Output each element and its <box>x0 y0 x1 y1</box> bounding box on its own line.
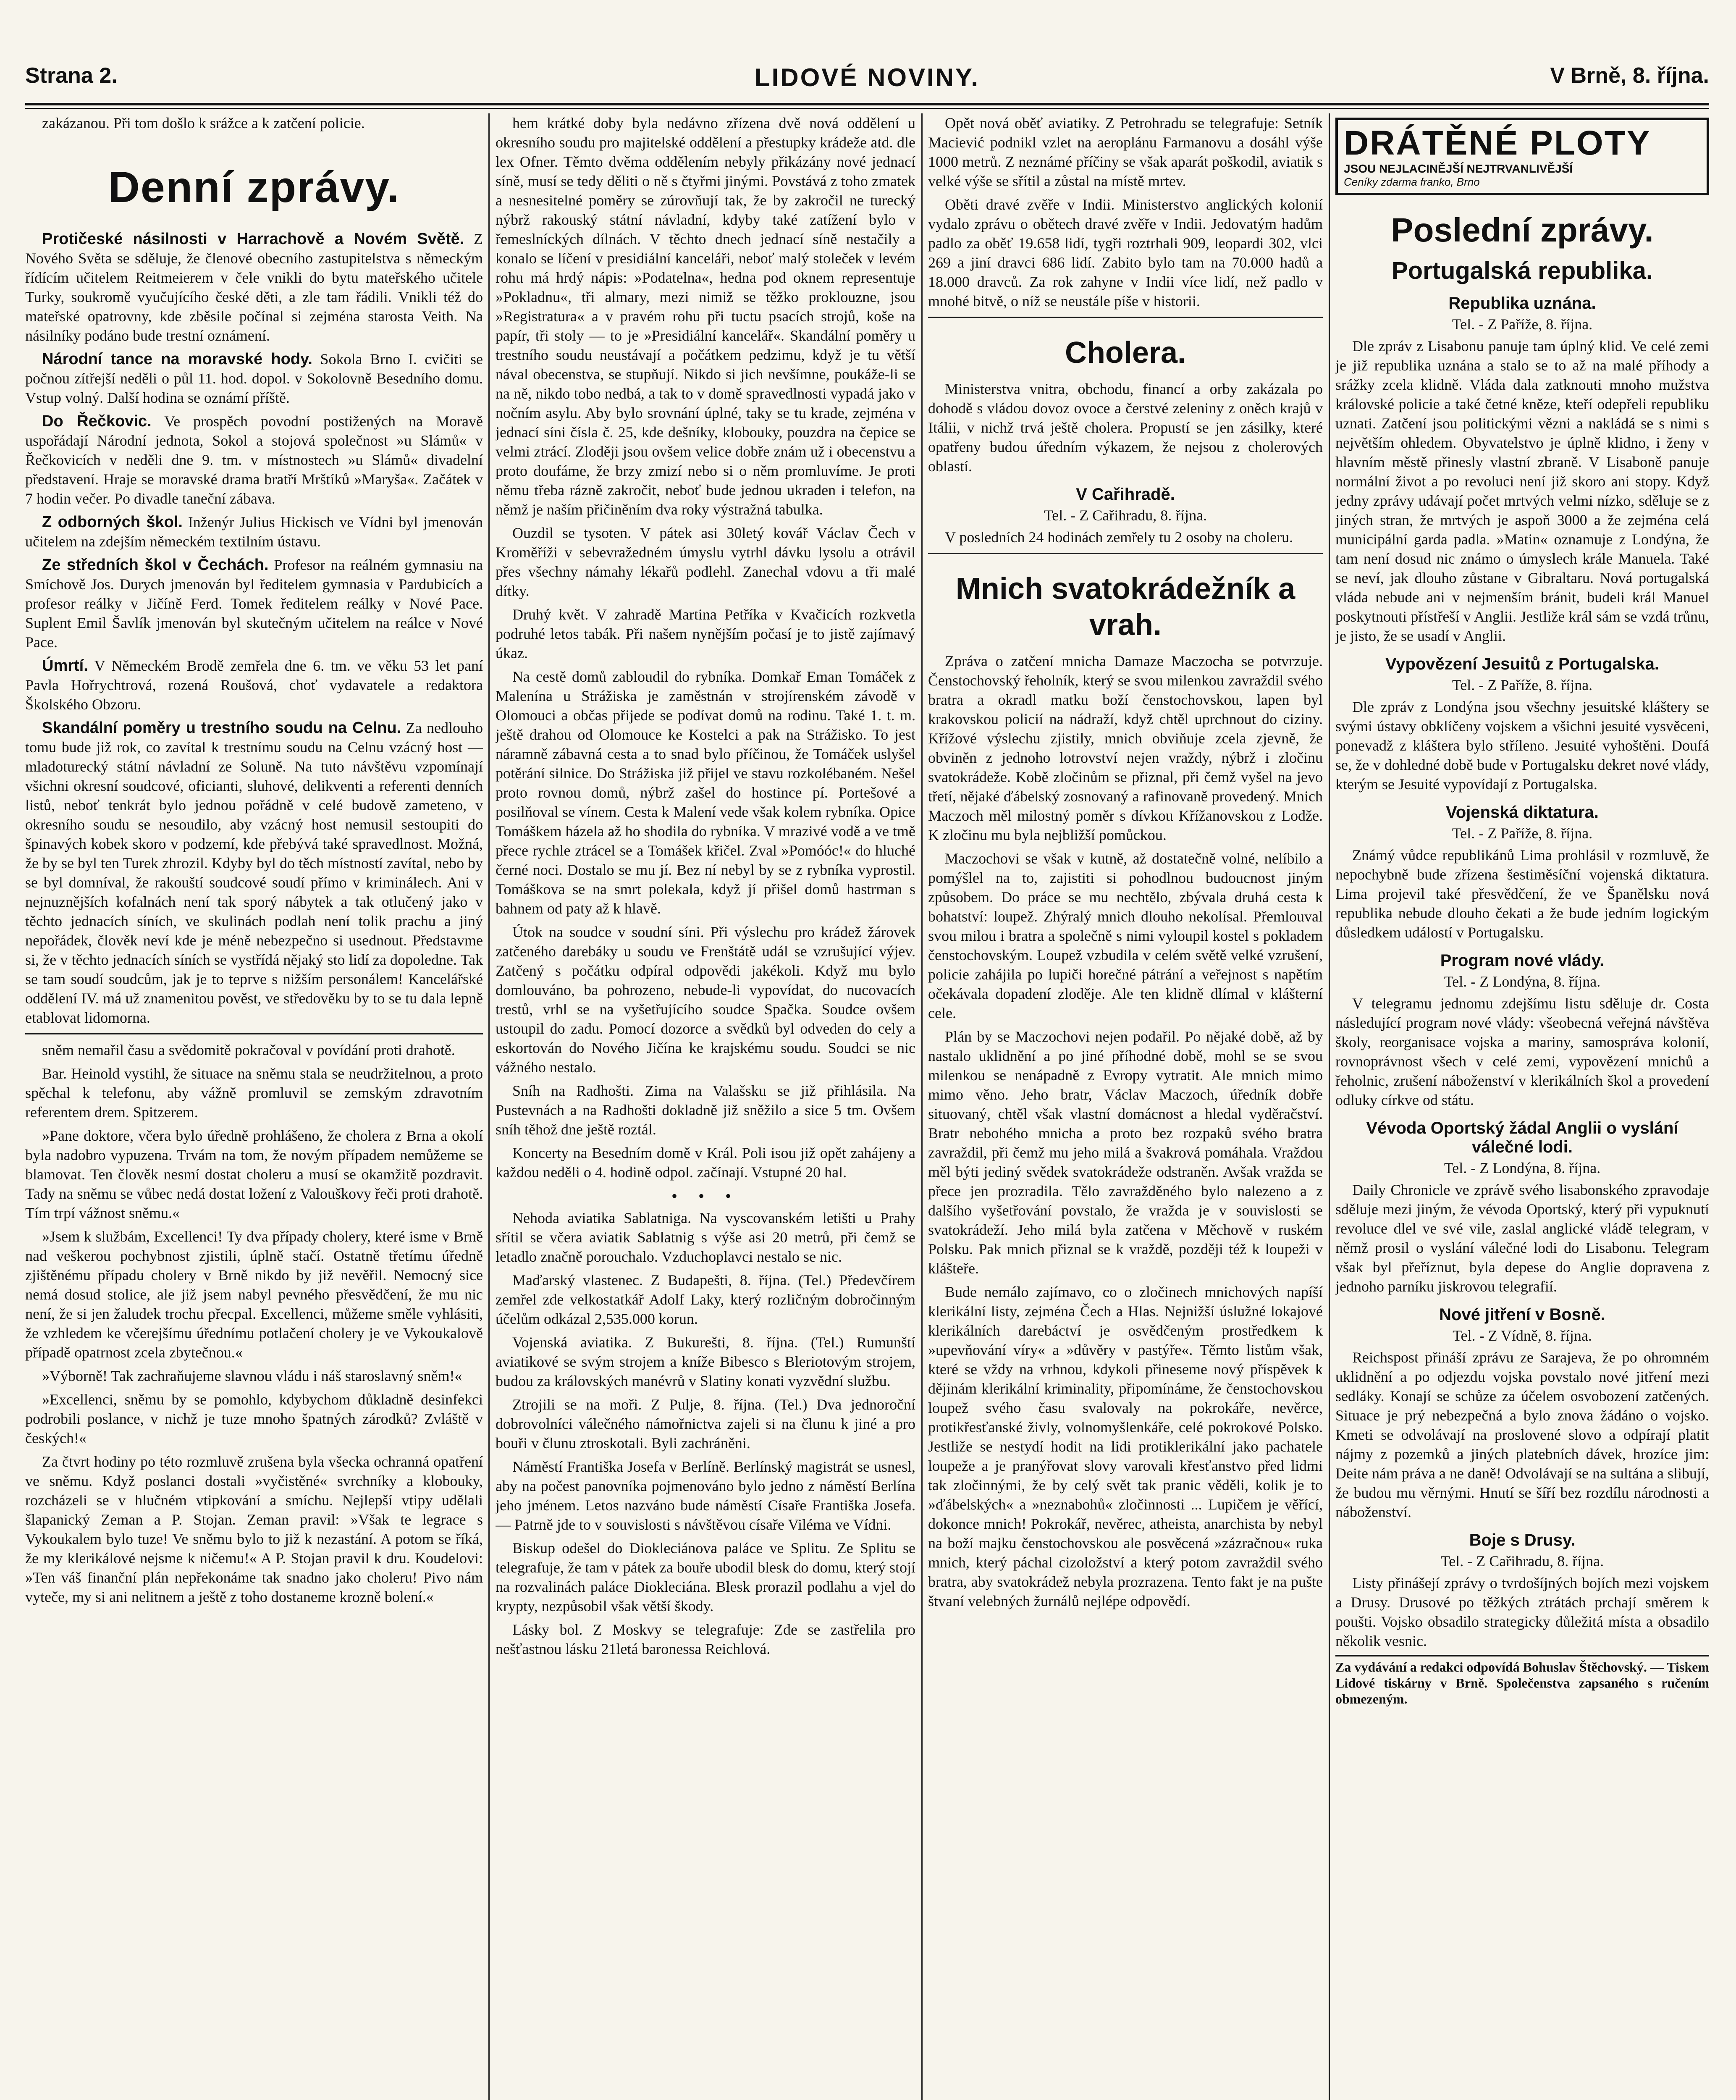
article-paragraph: Biskup odešel do Diokleciánova paláce ve Splitu. Ze Splitu se telegrafuje, že tam v pátek za bouře ubodil blesk do domu, který stojí na rozvalinách paláce Diokleciána. Blesk prorazil podlahu a vjel do krypty, nezpůsobil však větší škody. <box>496 1540 915 1614</box>
article-paragraph: Maczochovi se však v kutně, až dostatečně volné, nelíbilo a pomýšlel na to, zajistiti si pohodlnou budoucnost jiným způsobem. Do práce se mu nechtělo, zbývala druhá cesta k bohatství: loupež. Zhýralý mnich dlouho nekolísal. Přemlouval svou milou i bratra a společně s nimi vyloupil kostel s pokladem čenstochovským. Loupež vzbudila v celém světě velké vzrušení, policie zahájila po lupiči horečné pátrání a veřejnost s napětím očekávala dopadení zloděje. Ale ten klidně dlímal v klášterní cele. <box>928 850 1323 1021</box>
article-paragraph: Ouzdil se tysoten. V pátek asi 30letý kovář Václav Čech v Kroměříži v sebevražedném úmyslu vytrhl dávku lysolu a otrávil přes všechny námahy lékařů podlehl. Zanechal vdovu a tři malé dítky. <box>496 525 915 599</box>
news-item <box>25 229 483 345</box>
news-item <box>25 555 483 652</box>
article-paragraph: Známý vůdce republikánů Lima prohlásil v rozmluvě, že nepochybně bude zřízena šestiměsíční vojenská diktatura. Lima projevil také přesvědčení, že ve Španělsku nová republika nebude dlouho čekati a že bude jedním logickým důsledkem událostí v Portugalsku. <box>1335 847 1709 941</box>
subheading: V Cařihradě. <box>1076 485 1175 504</box>
article-paragraph: Druhý květ. V zahradě Martina Petříka v Kvačicích rozkvetla podruhé letos tabák. Při našem nynějším počasí je to jistě zajímavý úkaz. <box>496 606 915 662</box>
news-item-title: Z odborných škol. <box>42 513 183 531</box>
news-item-text: Sokola Brno I. cvičiti se počnou zítřejší neděli o půl 11. hod. dopol. v Sokolovně Besedního domu. Vstup volný. Další hodina se oznámí příště. <box>25 351 483 406</box>
article-paragraph: Vojenská aviatika. Z Bukurešti, 8. října. (Tel.) Rumunští aviatikové se svým strojem a kníže Bibesco s Bleriotovým strojem, budou za královských manévrů v Slatiny konati vyzvědní službu. <box>496 1334 915 1389</box>
article-paragraph: Opět nová oběť aviatiky. Z Petrohradu se telegrafuje: Setník Maciević podnikl vzlet na aeroplánu Farmanovu a dosáhl výše 1000 metrů. Z neznámé příčiny se však aparát poškodil, aviatik s velké výše se sřítil a zůstal na místě mrtev. <box>928 115 1323 189</box>
subheading: Program nové vlády. <box>1440 951 1605 970</box>
news-item-text: Profesor na reálném gymnasiu na Smíchově Jos. Durych jmenován byl ředitelem gymnasia v Pardubicích a profesor reálky v Jičíně Ferd. Tomek ředitelem reálky v Nové Pace. Suplent Emil Šavlík jmenován byl skutečným učitelem na reálce v Nové Pace. <box>25 556 483 651</box>
article-paragraph: Ministerstva vnitra, obchodu, financí a orby zakázala po dohodě s vládou dovoz ovoce a čerstvé zeleniny z oněch krajů v Itálii, v nichž trvá ještě cholera. Propustí se jen zásilky, které opatřeny budou úředním výkazem, že nejsou z cholerových oblastí. <box>928 381 1323 475</box>
advertisement-box <box>1335 118 1709 195</box>
article-paragraph: Nehoda aviatika Sablatniga. Na vyscovanském letišti u Prahy sřítil se včera aviatik Sablatnig s výše asi 20 metrů, při čemž se letadlo značně porouchalo. Vzduchoplavci nestalo se nic. <box>496 1210 915 1265</box>
continuation-paragraph: »Výborně! Tak zachraňujeme slavnou vládu i náš staroslavný sněm!« <box>42 1368 462 1384</box>
article-paragraph: Dle zpráv z Londýna jsou všechny jesuitské kláštery se svými ústavy obklíčeny vojskem a všichni jesuité vysvěceni, ponevadž z kláštera bylo stříleno. Jesuité vyhoštěni. Doufá se, že v dohledné době bude v Portugalsku dekret nové vlády, kterým se Jesuité vypovídají z Portugalska. <box>1335 698 1709 793</box>
article-paragraph: Listy přinášejí zprávy o tvrdošíjných bojích mezi vojskem a Drusy. Drusové po těžkých ztrátách prchají směrem k poušti. Vojsko obsadilo strategicky důležitá místa a obsadilo několik vesnic. <box>1335 1575 1709 1649</box>
subheading: Republika uznána. <box>1448 294 1596 312</box>
continuation-paragraph: Bar. Heinold vystihl, že situace na sněmu stala se neudržitelnou, a proto spěchal k telefonu, aby vážně promluvil se zemským zdravotním referentem drem. Spitzerem. <box>25 1065 483 1121</box>
article-paragraph: Sníh na Radhošti. Zima na Valašsku se již přihlásila. Na Pustevnách a na Radhošti dokladně již sněžilo a sice 5 tm. Ovšem sníh těhož dne ještě roztál. <box>496 1082 915 1138</box>
news-item-text: V Německém Brodě zemřela dne 6. tm. ve věku 53 let paní Pavla Hořrychtrová, rozená Roušová, choť vydavatele a redaktora Školského Obzoru. <box>25 657 483 713</box>
masthead <box>25 63 1709 101</box>
news-item <box>25 656 483 714</box>
news-item <box>25 512 483 551</box>
news-item <box>25 412 483 508</box>
dateline: Tel. - Z Londýna, 8. října. <box>1444 973 1601 990</box>
subheading: Boje s Drusy. <box>1469 1531 1576 1549</box>
article-paragraph: Zpráva o zatčení mnicha Damaze Maczocha se potvrzuje. Čenstochovský řeholník, který se svou milenkou zavraždil svého bratra a okradl matku boží čenstochovskou, lapen byl krakovskou policií na nádraží, když chtěl uprchnout do ciziny. Křížové výslechu zjistily, mnich obviňuje zcela zjevně, že obviněn z jednoho lotrovství nejen vraždy, nýbrž i zločinu svatokrádeže. Kobě zločinům se přiznal, při čemž vyšel na jevo třetí, nějaké ďábelský zosnovaný a rafinovaně provedený. Mnich Maczoch měl milostný poměr s dívkou Křížanovskou z Lodže. K zločinu mu byla nejbližší pomůckou. <box>928 653 1323 843</box>
article-paragraph: Oběti dravé zvěře v Indii. Ministerstvo anglických kolonií vydalo zprávu o obětech dravé zvěře v Indii. Jedovatým hadům padlo za oběť 19.658 lidí, tygři roztrhali 909, leopardi 302, vlci 269 a jiní dravci 686 lidí. Zabito bylo tam na 70.000 hadů a 18.000 dravců. Za rok zahyne v Indii více lidí, než padlo v mnohé bitvě, o níž se neustále píše v historii. <box>928 196 1323 310</box>
dateline: Tel. - Z Paříže, 8. října. <box>1452 825 1593 842</box>
section-heading-portugal: Portugalská republika. <box>1391 257 1653 284</box>
article-paragraph: Náměstí Františka Josefa v Berlíně. Berlínský magistrát se usnesl, aby na počest panovníka pojmenováno bylo jedno z náměstí Berlína jeho jménem. Letos nazváno bude náměstí Císaře Františka Josefa. — Patrně jde to v souvislosti s návštěvou císaře Viléma ve Vídni. <box>496 1458 915 1533</box>
dateline: Tel. - Z Vídně, 8. října. <box>1453 1327 1592 1344</box>
dateline: Tel. - Z Londýna, 8. října. <box>1444 1160 1601 1176</box>
column-3 <box>928 113 1323 2100</box>
dateline: Tel. - Z Paříže, 8. října. <box>1452 677 1593 693</box>
continuation-paragraph: sněm nemařil času a svědomitě pokračoval v povídání proti drahotě. <box>42 1042 455 1058</box>
article-paragraph: Útok na soudce v soudní síni. Při výslechu pro krádež žárovek zatčeného darebáky u soudu ve Frenštátě udál se vzrušující výjev. Zatčený s počátku odpíral odpovědi jakékoli. Když mu bylo domlouváno, ba pohrozeno, nebude-li vypovídat, do nucovacích trestů, vrhl se na vyšetřujícího soudce Spačka. Soudce ovšem ustoupil do zadu. Pomocí dozorce a svědků byl odveden do cely a eskortován do Nového Jičína ke krajskému soudu. Soudci se nic vážného nestalo. <box>496 924 915 1076</box>
dateline: Tel. - Z Paříže, 8. října. <box>1452 316 1593 333</box>
news-item-text: Z Nového Světa se sděluje, že členové obecního zastupitelstva s německým řídícím učitelem Reitmeierem v čele vnikli do bytu mateřského učitele Turky, soukromě vyučujícího české děti, a zle tam řádili. Vnikli též do mateřské opatrovny, kde zběsile počínal si zejména starosta Veith. Na násilníky podáno bude trestní oznámení. <box>25 231 483 344</box>
separator-dots: • • • <box>671 1186 740 1205</box>
page-label: Strana 2. <box>25 63 118 88</box>
news-item-text: Inženýr Julius Hickisch ve Vídni byl jmenován učitelem na zdejším německém textilním ústavu. <box>25 514 483 550</box>
column-divider <box>921 113 923 2100</box>
article-paragraph: Daily Chronicle ve zprávě svého lisabonského zpravodaje sděluje mezi jiným, že vévoda Oportský, který při vypuknutí revoluce dlel ve své vile, zaslal anglické vládě telegram, v němž prosil o vyslání válečné lodi do Lisabonu. Telegram však byl přeříznut, byla depese do Anglie dopravena z jednoho parníku jiskrovou telegrafií. <box>1335 1181 1709 1295</box>
news-item-text: Ve prospěch povodní postižených na Moravě uspořádají Národní jednota, Sokol a stojová společnost »u Slámů« v Řečkovicích v neděli dne 9. tm. v místnostech »u Slámů« divadelní představení. Hraje se moravské drama bratří Mrštíků »Maryša«. Začátek v 7 hodin večer. Po divadle taneční zábava. <box>25 413 483 507</box>
column-divider <box>1329 113 1330 2100</box>
section-rule <box>928 553 1323 554</box>
masthead-rule-thin <box>25 108 1709 109</box>
article-paragraph: V telegramu jednomu zdejšímu listu sděluje dr. Costa následující program nové vlády: všeobecná veřejná návštěva školy, reorganisace vojska a mariny, samospráva kolonií, rovnoprávnost všech v celé zemi, vypovězení mnichů a řeholnic, zrušení náboženství v klerikálních škol a provedení odluky církve od státu. <box>1335 995 1709 1108</box>
newspaper-title: LIDOVÉ NOVINY. <box>754 63 980 92</box>
column-1 <box>25 113 483 2100</box>
article-paragraph: Reichspost přináší zprávu ze Sarajeva, že po ohromném uklidnění a po odjezdu vojska povstalo nové jitření mezi sedláky. Konají se schůze za účelem osvobození zatčených. Situace je prý nebezpečná a bylo znova žádáno o vojsko. Kmeti se odvolávají na proslovené slovo a odpírají platit nájmy z pozemků a jiných platebních dávek, hrozíce jim: Deite nám práva a ne daně! Odvolávají se na sultána a slibují, že budou mu věrnými. Hnutí se šíří bez rozdílu národnosti a náboženství. <box>1335 1349 1709 1520</box>
article-paragraph: hem krátké doby byla nedávno zřízena dvě nová oddělení u okresního soudu pro majitelské oddělení a přestupky krádeže atd. dle lex Ofner. Těmto dvěma oddělením nebyly přikázány nové jednací síně, musí se tedy děliti o ně s čtyřmi jinými. Povstává z toho zmatek a nesnesitelné poměry se zúrovňují tak, že by zakročil ne turecký nýbrž rakouský státní návladní, kdyby také zatížení bylo v řemeslníckých dílnách. V těchto dnech jednací síně nestačily a konalo se líčení v presidiální kanceláři, neboť malý stoleček v levém rohu má hrdý nápis: »Podatelna«, hedna pod oknem representuje »Pokladnu«, tři almary, mezi nimiž se těžko proklouzne, jsou »Registratura« a v pravém rohu při tuctu psacích strojů, koše na papír, tři stoly — to je »Presidiální kancelář«. Skandální poměry u trestního soudu neustávají a počátkem pedzimu, když je tu větší nával obecenstva, se stupňují. Nikdo si jich nevšímne, poukáže-li se na ně, nikdo tobo nedbá, a tak to v domě spravedlnosti vypadá jako v nočním asylu. Aby bylo srovnání úplné, taky se tu krade, zejména v jednací síni čísla č. 25, kde dešníky, klobouky, pouzdra na čepice se velmi ztrácí. Zloději jsou ovšem velice dobře znám už i obecenstvu a proto doufáme, že brzy zmizí nebo si o něm promluvíme. Je proti němu třeba rázně zakročit, neboť bude jednou ukraden i telefon, na němž je naším přičiněním dva roky výstražná tabulka. <box>496 115 915 518</box>
news-item-title: Do Řečkovic. <box>42 412 152 430</box>
news-item-title: Národní tance na moravské hody. <box>42 350 312 368</box>
ad-subtitle: JSOU NEJLACINĚJŠÍ NEJTRVANLIVĚJŠÍ <box>1344 162 1573 175</box>
article-paragraph: Plán by se Maczochovi nejen podařil. Po nějaké době, až by nastalo uklidnění a po jiné příhodné době, mohl se se svou milenkou se nenápadně z Evropy vytratit. Ale mnich mimo mimo věno. Jeho bratr, Václav Maczoch, úředník dobře situovaný, chtěl však vlastní domácnost a hledal vyděračství. Bratr nebohého mnicha a proto bez rozpaků svého bratra zavraždil, při čemž mu jeho milá a švakrová pomáhala. Vraždou měl býti jediný svědek svatokrádeže odstraněn. Avšak vražda se přece jen prozradila. Tělo zavražděného bylo nalezeno a z dalšího vyšetřování povstalo, že vražda je v souvislosti se svatokrádeží. Jeho milá byla zatčena v Měchově v ruském Polsku. Pak mnich přiznal se k vraždě, později též k loupeži v klášteře. <box>928 1028 1323 1277</box>
subheading: Vypovězení Jesuitů z Portugalska. <box>1385 655 1660 673</box>
column-4 <box>1335 113 1709 2100</box>
ad-title: DRÁTĚNÉ PLOTY <box>1344 124 1651 162</box>
continuation-paragraph: »Excellenci, sněmu by se pomohlo, kdybychom důkladně desinfekci podrobili poslance, v nichž je tuze mnoho špatných zárodků? Zvláště v českých!« <box>25 1391 483 1446</box>
article-paragraph: Bude nemálo zajímavo, co o zločinech mnichových napíší klerikální listy, zejména Čech a Hlas. Nejnižší úslužné lokajové klerikálních darebáctví je osvědčeným prostředkem k »upevňování víry« a »důvěry v pastýře«. Těmto listům však, které se vždy na vrhnou, kdykoli přineseme nový příspěvek k dějinám klerikální kriminality, připomínáme, že čenstochovskou loupež svého času svalovaly na pokrokáře, nevěrce, protikřesťanské živly, volnomyšlenkáře, celé pokrokové Polsko. Jestliže se nestydí hodit na lidi protiklerikální jako pachatele loupeže a je pranýřovat slovy varovali křesťanstvo před lidmi tak zločinnými, že by celý svět tak pranic věděli, kolik je to »ďábelských« a »neznabohů« zločinnosti ... Lupičem je věřící, dokonce mnich! Pokrokář, nevěrec, atheista, anarchista by nebyl na boží majku čenstochovskou ale posvěcená »zázračnou« ruka mnich, který páchal cizoložství a který potom zavraždil svého bratra, aby svatokrádež nebyla prozrazena. Tento fakt je na pušte štvaní velebných žurnálů nejlépe odpovědí. <box>928 1284 1323 1609</box>
article-paragraph: Maďarský vlastenec. Z Budapešti, 8. října. (Tel.) Předevčírem zemřel zde velkostatkář Adolf Laky, který rozličným dobročinným účelům odkázal 2,535.000 korun. <box>496 1272 915 1327</box>
column-divider <box>488 113 490 2100</box>
continuation-paragraph: »Jsem k službám, Excellenci! Ty dva případy cholery, které isme v Brně nad veškerou pochybnost zjistili, úplně stačí. Ostatně třetímu úředně zjištěnému případu cholery v Brně nikdo by již nevěřil. Nemocný sice nemá dosud stolice, ale již jsem nabyl pevného přesvědčení, že mu nic není, že si jen žaludek trochu přecpal. Excellenci, můžeme směle vyhlásiti, že vzhledem ke včerejšímu úřednímu potlačení cholery je ve Vykoukalově případě opatrnost zcela zbytečnou.« <box>25 1228 483 1361</box>
article-paragraph: Koncerty na Besedním domě v Král. Poli isou již opět zahájeny a každou neděli o 4. hodině odpol. začínají. Vstupné 20 hal. <box>496 1144 915 1181</box>
section-heading-cholera: Cholera. <box>1065 336 1186 370</box>
news-item-title: Úmrtí. <box>42 657 88 675</box>
section-heading-posledni-zpravy: Poslední zprávy. <box>1391 211 1654 249</box>
section-heading-denni-zpravy: Denní zprávy. <box>108 163 400 212</box>
continuation-paragraph: »Pane doktore, včera bylo úředně prohlášeno, že cholera z Brna a okolí byla nadobro vypuzena. Trvám na tom, že novým případem nemůžeme se blamovat. Ten člověk nesmí dostat choleru a musí se okamžitě pozdravit. Tady na sněmu se vůbec nedá dostat ložení z Valouškovy řeči proti drahotě. Tím trpí vážnost sněmu.« <box>25 1127 483 1221</box>
section-rule <box>928 317 1323 318</box>
news-item-title: Protičeské násilnosti v Harrachově a Novém Světě. <box>42 230 464 248</box>
subheading: Vévoda Oportský žádal Anglii o vyslání válečné lodi. <box>1366 1119 1678 1156</box>
section-heading-monk: Mnich svatokrádežník a vrah. <box>955 572 1295 642</box>
article-paragraph: Na cestě domů zabloudil do rybníka. Domkař Eman Tomáček z Malenína u Strážiska je zaměstnán v strojírenském závodě v Olomouci a občas přijede se podívat domů na rodinu. Také 1. t. m. ještě drahou od Olomouce ke Kostelci a pak na Strážisko. To jest náramně zábavná cesta a to snad bylo příčinou, že Tomáček uslyšel potěrání silnice. Do Strážiska již přijel ve stavu rozkolébaném. Nešel proto rovnou domů, nýbrž zašel do hostince pí. Portešové a posilňoval se vínem. Cesta k Malení vede však kolem rybníka. Opice Tomáškem házela až ho shodila do rybníka. V mrazivé vodě a ve tmě přece rychle ztrácel se a Tomášek křičel. Zval »Pomóóc!« do hluché černé noci. Dostalo se mu jí. Bez ní nebyl by se z rybníka vyprostil. Tomáškova se na smrt polekala, když jí přišel domů hastrman s bahnem od paty až k hlavě. <box>496 668 915 917</box>
column-intro: zakázanou. Při tom došlo k srážce a k zatčení policie. <box>42 115 365 131</box>
news-item <box>25 718 483 1027</box>
ad-note: Ceníky zdarma franko, Brno <box>1344 176 1480 188</box>
news-item-title: Skandální poměry u trestního soudu na Celnu. <box>42 719 401 737</box>
subheading: Vojenská diktatura. <box>1446 803 1599 822</box>
dateline: Tel. - Z Cařihradu, 8. října. <box>1440 1553 1604 1570</box>
article-paragraph: Dle zpráv z Lisabonu panuje tam úplný klid. Ve celé zemi je již republika uznána a stalo se to až na malé příhody a srážky zcela klidně. Vláda dala zatknouti mnoho mužstva královské policie a také četné kněze, kteří odepřeli republiku uznati. Zatčení jsou politickými vězni a nakládá se s nimi s největším ohledem. Obyvatelstvo je úplně klidno, i ženy v hlavním městě přinesly vlastní zbraně. V Lisaboně panuje normální život a po revoluci není již skoro ani stopy. Když jedny zprávy udávají počet mrtvých velmi nízko, sděluje se z jiných stran, že mrtvých je aspoň 3000 a že zejména celá municipální garda padla. »Matin« oznamuje z Londýna, že tam není dosud nic známo o úmyslech krále Manuela. Také se neví, jak dlouho zůstane v Gibraltaru. Nová portugalská vláda nebude ani v nejmenším bránit, budeli král Manuel poskytnouti přístřeší v Anglii. Jestliže král sám se vzdá trůnu, je jisto, že se usadí v Anglii. <box>1335 338 1709 644</box>
news-item-title: Ze středních škol v Čechách. <box>42 556 269 574</box>
imprint-footer: Za vydávání a redakci odpovídá Bohuslav Štěchovský. — Tiskem Lidové tiskárny v Brně. Společenstva zapsaného s ručením obmezeným. <box>1335 1655 1709 1707</box>
continuation-paragraph: Za čtvrt hodiny po této rozmluvě zrušena byla všecka ochranná opatření ve sněmu. Když poslanci dostali »vyčistěné« svrchníky a klobouky, rozcházeli se v hlučném vtipkování a smíchu. Nejlepší vtipy udělali šlapanický Zeman a P. Stojan. Zeman pravil: »Však te legrace s Vykoukalem bylo tuze! Ve sněmu bylo to již k nezastání. A potom se říká, že my klerikálové nejsme k ničemu!« A P. Stojan pravil k dru. Koudelovi: »Ten váš finanční plán nepřekonáme tak snadno jako choleru! Pivo nám vyteče, my si ani nelitnem a ještě z toho dostaneme krozně bolení.« <box>25 1453 483 1605</box>
news-item <box>25 349 483 407</box>
subheading: Nové jitření v Bosně. <box>1439 1305 1605 1324</box>
article-paragraph: Lásky bol. Z Moskvy se telegrafuje: Zde se zastřelila pro nešťastnou lásku 21letá baronessa Reichlová. <box>496 1621 915 1657</box>
article-paragraph: V posledních 24 hodinách zemřely tu 2 osoby na choleru. <box>945 529 1293 546</box>
news-item-text: Za nedlouho tomu bude již rok, co zavítal k trestnímu soudu na Celnu vzácný host — mladoturecký státní návladní ze Soluně. Na tuto návštěvu vzpomínají všichni okresní soudcové, oficianti, sluhové, delikventi a referenti denních listů, neboť tenkrát bylo jednou pořádně v celé budově zameteno, v okresního soudu se nesoudilo, aby vzácný host nemusil sestoupiti do špinavých kobek skoro v podzemí, kde přebývá také spravedlnost. Možná, že by se byl ten Turek zhrozil. Kdyby byl do těch místností zavítal, nebo by se byl domníval, že rakouští soudcové soudí přímo v kriminálech. Ani v nejnuznějších kofalnách není tak sporý nábytek a tak otlučený jako v těchto jednacích síních, ve skulinách podlah není tolik prachu a jiný nepořádek, člověk neví kde je méně nebezpečno si usednout. Představme si, že v těchto jednacích síních se vystřídá nějaký sto lidí za dopoledne. Tak se tam soudí soudcům, jak je to teprve s nižším personálem! Kancelářské oddělení IV. má už znamenitou pověst, ve středověku by to se tu dala lepně etablovat lidomorna. <box>25 719 483 1026</box>
article-paragraph: Ztrojili se na moři. Z Pulje, 8. října. (Tel.) Dva jednoroční dobrovolníci válečného námořnictva zajeli si na člunu k jiné a pro bouři v člunu ztroskotali. Byli zachráněni. <box>496 1396 915 1452</box>
masthead-rule <box>25 103 1709 105</box>
place-date: V Brně, 8. října. <box>1550 63 1709 88</box>
section-rule <box>25 1033 483 1034</box>
column-2 <box>496 113 915 2100</box>
dateline: Tel. - Z Cařihradu, 8. října. <box>1044 507 1207 524</box>
